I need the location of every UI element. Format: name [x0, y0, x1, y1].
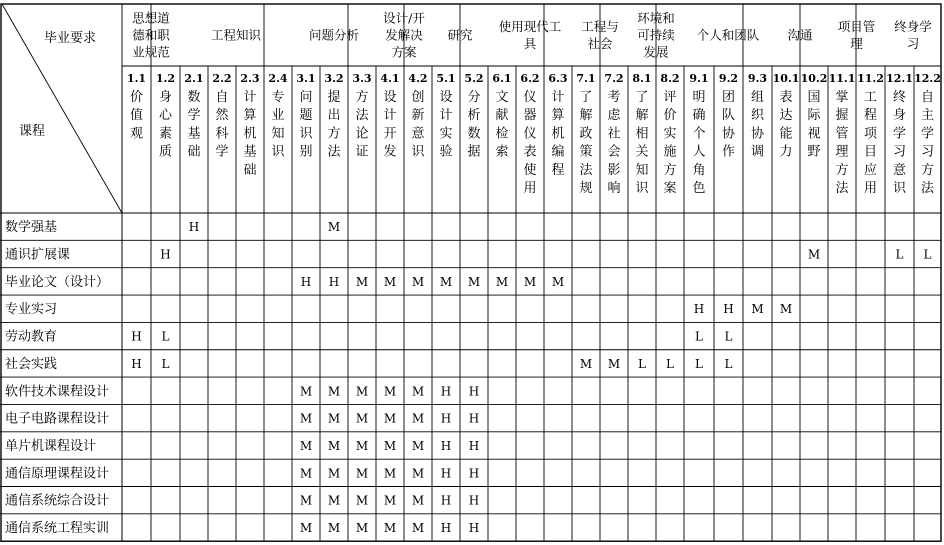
- support-level-mark: H: [440, 493, 452, 508]
- support-level-mark: M: [779, 302, 793, 317]
- indicator-number: 5.2: [464, 72, 484, 85]
- support-level-mark: M: [411, 521, 425, 536]
- indicator-number: 7.2: [604, 72, 624, 85]
- support-level-mark: M: [383, 384, 397, 399]
- support-level-mark: M: [327, 220, 341, 235]
- support-level-mark: L: [923, 247, 932, 262]
- course-name: 软件技术课程设计: [5, 384, 110, 400]
- requirement-group-label: 环境和: [637, 10, 675, 26]
- requirement-group-label: 德和职: [132, 27, 170, 43]
- support-level-mark: M: [807, 247, 821, 262]
- support-level-mark: M: [411, 493, 425, 508]
- indicator-label: 数学基础: [187, 90, 201, 160]
- indicator-number: 1.1: [126, 72, 147, 85]
- indicator-label: 设计开发: [383, 90, 397, 160]
- indicator-number: 12.2: [914, 72, 941, 85]
- corner-label-courses: 课程: [18, 124, 46, 139]
- support-level-mark: M: [299, 411, 313, 426]
- requirement-group-label: 终身学: [894, 19, 932, 34]
- support-level-mark: H: [160, 247, 171, 262]
- course-name: 单片机课程设计: [5, 438, 97, 454]
- support-level-mark: M: [355, 521, 369, 536]
- support-level-mark: M: [383, 438, 397, 453]
- indicator-number: 2.1: [184, 72, 204, 85]
- support-level-mark: M: [383, 493, 397, 508]
- requirement-group-label: 社会: [587, 36, 613, 51]
- support-level-mark: L: [895, 247, 904, 262]
- support-level-mark: H: [328, 274, 340, 289]
- support-level-mark: H: [440, 438, 452, 453]
- indicator-number: 11.1: [828, 72, 856, 85]
- indicator-label: 设计实验: [439, 90, 453, 160]
- support-level-mark: M: [299, 384, 313, 399]
- support-level-mark: H: [468, 438, 480, 453]
- course-name: 数学强基: [5, 220, 58, 236]
- support-level-mark: M: [523, 274, 537, 289]
- indicator-label: 明确个人角色: [692, 90, 706, 196]
- indicator-label: 计算机基础: [243, 90, 257, 178]
- support-level-mark: M: [411, 411, 425, 426]
- indicator-label: 提出方法: [327, 90, 341, 160]
- indicator-number: 9.1: [689, 72, 709, 85]
- course-name: 社会实践: [5, 356, 58, 372]
- indicator-label: 自主学习方法: [920, 90, 935, 196]
- indicator-label: 计算机编程: [551, 90, 565, 178]
- indicator-number: 2.2: [212, 72, 232, 85]
- indicator-label: 仪器仪表使用: [523, 90, 537, 196]
- corner-cell: [2, 4, 122, 213]
- indicator-label: 价值观: [129, 90, 144, 142]
- support-level-mark: M: [579, 356, 593, 371]
- indicator-number: 8.2: [660, 72, 680, 85]
- indicator-label: 评价实施方案: [663, 90, 677, 196]
- support-level-mark: H: [440, 466, 452, 481]
- indicator-label: 国际视野: [807, 90, 821, 160]
- support-level-mark: M: [411, 274, 425, 289]
- support-level-mark: H: [300, 274, 312, 289]
- requirement-group-label: 工程与: [581, 19, 619, 34]
- indicator-number: 10.1: [772, 72, 800, 85]
- indicator-number: 5.1: [436, 72, 456, 85]
- support-level-mark: M: [355, 411, 369, 426]
- support-level-mark: L: [666, 356, 674, 371]
- support-level-mark: M: [383, 466, 397, 481]
- support-level-mark: L: [724, 356, 733, 371]
- indicator-number: 4.2: [408, 72, 428, 85]
- support-level-mark: L: [161, 329, 170, 344]
- support-level-mark: M: [495, 274, 509, 289]
- indicator-number: 3.3: [352, 72, 372, 85]
- indicator-number: 6.1: [492, 72, 512, 85]
- indicator-number: 9.3: [747, 72, 768, 85]
- support-level-mark: M: [383, 411, 397, 426]
- requirement-group-label: 思想道: [132, 10, 170, 26]
- support-level-mark: M: [439, 274, 453, 289]
- indicator-number: 11.2: [857, 72, 884, 85]
- indicator-number: 6.2: [520, 72, 540, 85]
- support-level-mark: M: [327, 438, 341, 453]
- indicator-number: 2.3: [240, 72, 260, 85]
- requirement-group-headers: [132, 11, 932, 60]
- support-level-mark: M: [327, 411, 341, 426]
- course-name: 通识扩展课: [5, 247, 71, 263]
- requirement-group-label: 方案: [391, 44, 417, 60]
- support-level-mark: M: [299, 493, 313, 508]
- support-level-mark: H: [131, 356, 142, 371]
- indicator-number: 9.2: [718, 72, 739, 85]
- indicator-label: 了解政策法规: [579, 90, 593, 196]
- support-level-mark: L: [695, 356, 703, 371]
- requirement-group-label: 项目管: [837, 19, 876, 34]
- support-level-mark: H: [723, 302, 734, 317]
- support-level-mark: H: [468, 466, 480, 481]
- support-level-mark: M: [327, 384, 341, 399]
- requirement-group-label: 发展: [643, 44, 669, 60]
- course-name: 毕业论文（设计）: [5, 274, 110, 290]
- support-level-mark: M: [383, 521, 397, 536]
- support-level-mark: M: [327, 466, 341, 481]
- indicator-number: 3.2: [324, 72, 344, 85]
- corner-label-requirements: 毕业要求: [43, 31, 97, 46]
- indicator-label: 自然科学: [215, 90, 229, 160]
- indicator-label: 终身学习意识: [892, 90, 907, 196]
- support-level-mark: M: [355, 438, 369, 453]
- support-level-mark: H: [468, 521, 480, 536]
- indicator-number: 4.1: [380, 72, 400, 85]
- indicator-label: 考虑社会影响: [607, 90, 621, 196]
- indicator-label: 掌握管理方法: [835, 90, 849, 196]
- requirement-group-label: 理: [850, 36, 863, 51]
- support-level-mark: M: [411, 438, 425, 453]
- support-level-mark: M: [299, 438, 313, 453]
- support-level-mark: M: [751, 302, 764, 317]
- support-level-mark: L: [695, 329, 703, 344]
- course-labels: [5, 219, 109, 536]
- requirement-group-label: 业规范: [132, 44, 170, 60]
- support-level-mark: H: [693, 302, 705, 317]
- support-level-mark: H: [440, 411, 452, 426]
- course-name: 专业实习: [5, 302, 58, 318]
- indicator-label: 组织协调: [750, 90, 765, 160]
- indicator-number: 7.1: [576, 72, 596, 85]
- support-level-mark: H: [188, 220, 200, 235]
- indicator-label: 文献检索: [495, 90, 509, 160]
- indicator-label: 表达能力: [779, 90, 793, 160]
- support-level-mark: M: [299, 521, 313, 536]
- course-name: 通信系统综合设计: [5, 493, 110, 509]
- support-level-mark: L: [638, 356, 646, 371]
- indicator-label: 团队协作: [721, 90, 736, 160]
- requirement-group-label: 问题分析: [308, 27, 360, 43]
- indicator-label: 分析数据: [467, 90, 481, 160]
- requirement-group-label: 研究: [447, 27, 473, 43]
- indicator-number: 3.1: [296, 72, 316, 85]
- indicator-label: 方法论证: [355, 90, 369, 160]
- support-level-mark: H: [440, 384, 452, 399]
- support-level-mark: H: [440, 521, 452, 536]
- support-level-mark: H: [131, 329, 142, 344]
- indicator-number: 10.2: [800, 72, 828, 85]
- requirement-group-label: 发解决: [385, 27, 423, 43]
- indicator-label: 了解相关知识: [635, 90, 649, 196]
- course-name: 通信系统工程实训: [5, 521, 110, 537]
- indicator-number: 2.4: [268, 72, 288, 85]
- indicator-number: 12.1: [886, 72, 913, 85]
- support-level-mark: M: [299, 466, 313, 481]
- indicator-label: 身心素质: [158, 90, 173, 160]
- indicator-number: 1.2: [155, 72, 176, 85]
- support-level-mark: L: [724, 329, 733, 344]
- support-level-mark: H: [468, 411, 480, 426]
- support-level-mark: M: [327, 521, 341, 536]
- support-level-mark: M: [551, 274, 565, 289]
- requirement-group-label: 习: [906, 36, 920, 51]
- indicator-label: 工程项目应用: [863, 90, 878, 196]
- support-level-mark: M: [467, 274, 481, 289]
- requirement-group-label: 使用现代工: [498, 19, 562, 34]
- requirement-group-label: 沟通: [787, 27, 813, 43]
- support-level-mark: H: [468, 493, 480, 508]
- indicator-label: 专业知识: [271, 90, 285, 160]
- support-level-mark: H: [468, 384, 480, 399]
- requirement-group-label: 可持续: [637, 27, 675, 43]
- indicator-label: 问题识别: [299, 90, 313, 160]
- course-name: 电子电路课程设计: [5, 411, 110, 427]
- support-level-mark: M: [411, 384, 425, 399]
- support-level-mark: M: [607, 356, 621, 371]
- support-level-mark: M: [355, 274, 369, 289]
- support-level-mark: M: [355, 384, 369, 399]
- support-level-mark: M: [355, 493, 369, 508]
- course-name: 劳动教育: [5, 329, 58, 345]
- requirement-group-label: 具: [523, 36, 537, 51]
- indicator-headers: [127, 72, 941, 196]
- indicator-number: 8.1: [632, 72, 652, 85]
- requirement-group-label: 设计/开: [383, 10, 425, 26]
- indicator-number: 6.3: [548, 72, 568, 85]
- indicator-label: 创新意识: [411, 90, 425, 160]
- requirement-group-label: 个人和团队: [696, 27, 760, 43]
- requirement-group-label: 工程知识: [210, 27, 262, 43]
- support-level-mark: M: [411, 466, 425, 481]
- support-level-mark: M: [383, 274, 397, 289]
- support-level-mark: M: [327, 493, 341, 508]
- support-level-mark: L: [161, 356, 170, 371]
- support-level-mark: M: [355, 466, 369, 481]
- course-name: 通信原理课程设计: [5, 466, 110, 482]
